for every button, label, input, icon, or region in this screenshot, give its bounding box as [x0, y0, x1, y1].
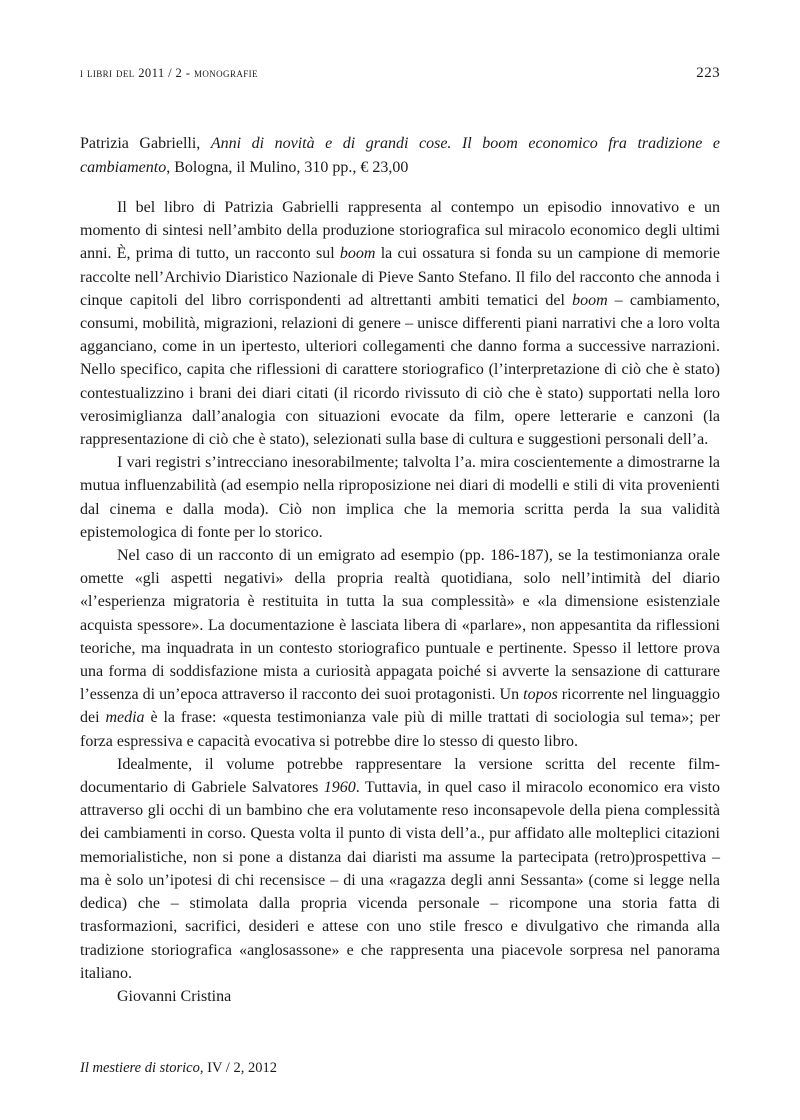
- italic-term: topos: [523, 686, 558, 704]
- paragraph-4: [80, 753, 720, 985]
- paragraph-2: I vari registri s’intrecciano inesorabilmente; talvolta l’a. mira coscientemente a dimostrarne la mutua influenzabilità (ad esempio nella riproposizione nei diari di modelli e stili di vita provenienti dal cinema e dalla moda). Ciò non implica che la memoria scritta perda la sua validità epistemologica di fonte per lo storico.: [80, 454, 720, 541]
- text-run: Il bel libro di Patrizia Gabrielli rappresenta al contempo un episodio innovativo e un momento di sintesi nell’ambito della produzione storiografica sul miracolo economico degli ultimi anni. È, prima di tutto, un racconto sul: [80, 199, 720, 263]
- italic-term: media: [105, 709, 145, 727]
- book-publication: Bologna, il Mulino, 310 pp., € 23,00: [174, 159, 409, 176]
- text-run: – cambiamento, consumi, mobilità, migrazioni, relazioni di genere – unisce differenti piani narrativi che a loro volta agganciano, come in un ipertesto, ulteriori collegamenti che danno forma a successive narrazioni. Nello specifico, capita che riflessioni di carattere storiografico (l’interpretazione di ciò che è stato) contestualizzino i brani dei diari citati (il ricordo rivissuto di ciò che è stato) supportati nella loro verosimiglianza dall’analogia con situazioni evocate da film, opere letterarie e canzoni (la rappresentazione di ciò che è stato), selezionati sulla base di cultura e suggestioni personali dell’a.: [80, 291, 721, 449]
- journal-name: Il mestiere di storico: [80, 1060, 200, 1076]
- text-run: . Tuttavia, in quel caso il miracolo economico era visto attraverso gli occhi di un bambino che era volutamente reso inconsapevole della piena complessità dei cambiamenti in corso. Questa volta il punto di vista dell’a., pur affidato alle molteplici citazioni memorialistiche, non si pone a distanza dai diaristi ma assume la partecipata (retro)prospettiva – ma è solo un’ipotesi di chi recensisce – di una «ragazza degli anni Sessanta» (come si legge nella dedica) che – stimolata dalla propria vicenda personale – ricompone una storia fatta di trasformazioni, sacrifici, desideri e attese con uno stile fresco e divulgativo che rimanda alla tradizione storiografica «anglosassone» e che rappresenta una piacevole sorpresa nel panorama italiano.: [80, 779, 721, 982]
- running-header: [80, 66, 720, 81]
- text-run: Idealmente, il volume potrebbe rappresentare la versione scritta del recente film-documentario di Gabriele Salvatores: [80, 755, 720, 797]
- reviewer-signature: Giovanni Cristina: [117, 987, 232, 1005]
- book-reference: Patrizia Gabrielli, Anni di novità e di grandi cose. Il boom economico fra tradizione e cambiamento, Bologna, il Mulino, 310 pp., € 23,00: [80, 135, 720, 176]
- italic-term: boom: [572, 291, 608, 309]
- page-number: 223: [696, 65, 720, 81]
- paragraph-3: [80, 544, 720, 753]
- text-run: è la frase: «questa testimonianza vale più di mille trattati di sociologia sul tema»; per forza espressiva e capacità evocativa si potrebbe dire lo stesso di questo libro.: [80, 709, 720, 750]
- paragraph-1: [80, 196, 720, 451]
- journal-footer: [80, 1060, 720, 1077]
- italic-term: 1960: [323, 779, 356, 797]
- text-run: ricorrente nel linguaggio dei: [80, 686, 721, 727]
- review-body: [80, 196, 720, 1008]
- book-author: Patrizia Gabrielli: [80, 135, 197, 152]
- book-title: Anni di novità e di grandi cose. Il boom economico fra tradizione e cambiamento: [80, 135, 720, 176]
- italic-term: boom: [339, 245, 376, 263]
- journal-issue: , IV / 2, 2012: [199, 1060, 277, 1076]
- running-title: i libri del 2011 / 2 - monografie: [80, 66, 258, 80]
- text-run: la cui ossatura si fonda su un campione di memorie raccolte nell’Archivio Diaristico Nazionale di Pieve Santo Stefano. Il filo del racconto che annoda i cinque capitoli del libro corrispondenti ad altrettanti ambiti tematici del: [80, 245, 721, 309]
- text-run: Nel caso di un racconto di un emigrato ad esempio (pp. 186-187), se la testimonianza orale omette «gli aspetti negativi» della propria realtà quotidiana, solo nell’intimità del diario «l’esperienza migratoria è restituita in tutta la sua complessità» e «la dimensione esistenziale acquista spessore». La documentazione è lasciata libera di «parlare», non appesantita da riflessioni teoriche, ma inquadrata in un contesto storiografico puntuale e pertinente. Spesso il lettore prova una forma di soddisfazione mista a curiosità appagata poiché si avverte la sensazione di catturare l’essenza di un’epoca attraverso il racconto dei suoi protagonisti. Un: [80, 547, 720, 704]
